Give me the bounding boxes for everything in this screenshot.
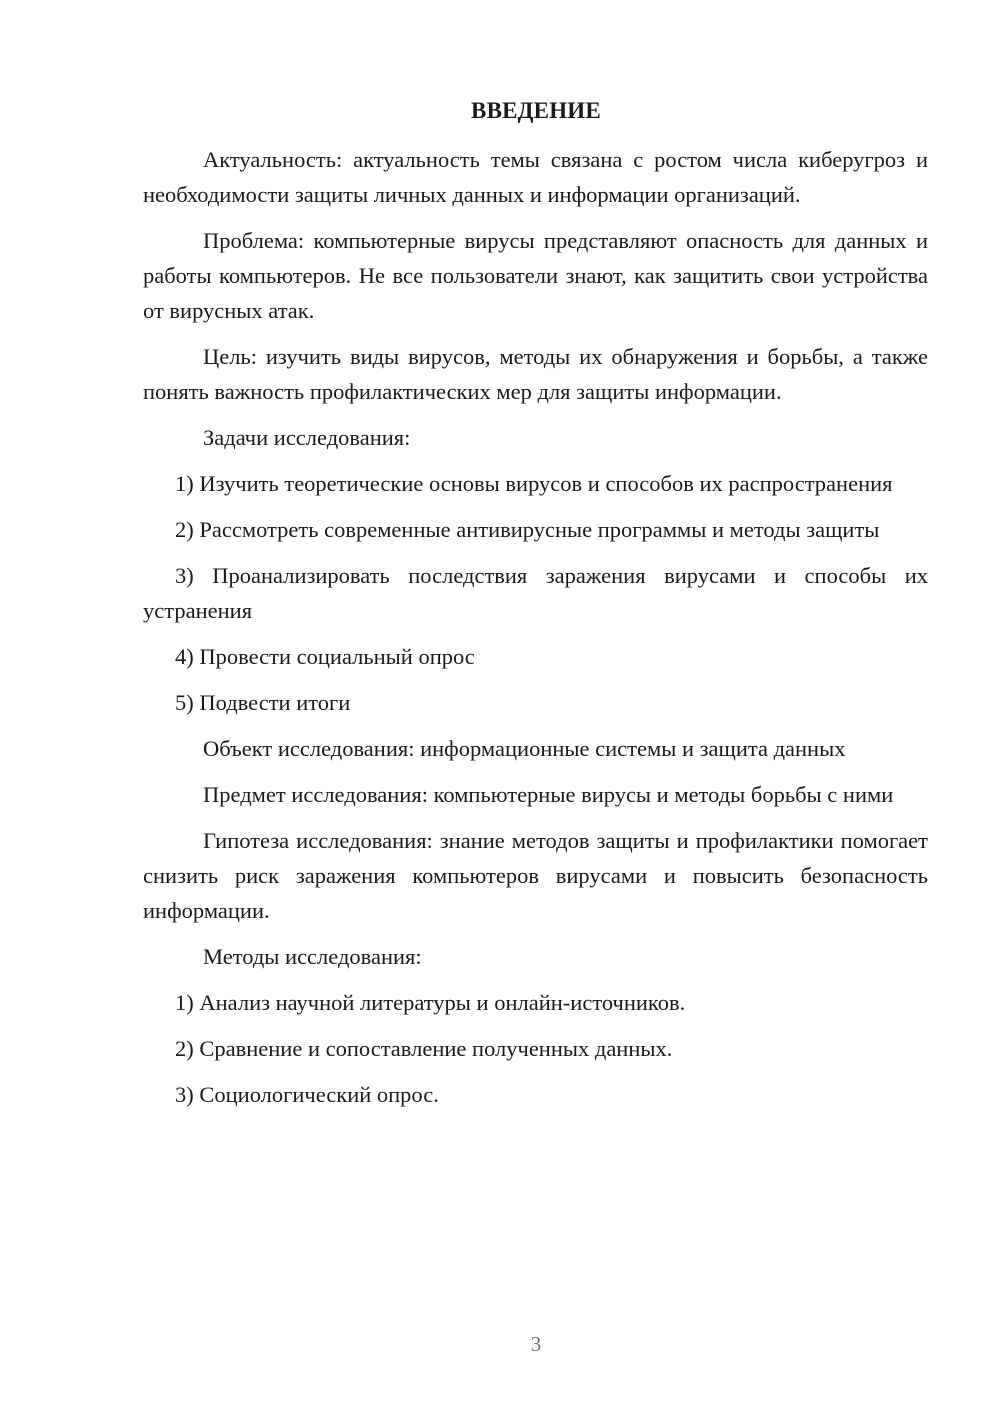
method-list-item: 2) Сравнение и сопоставление полученных данных. (175, 1036, 673, 1061)
document-body (143, 142, 928, 1123)
paragraph-tasks-heading: Задачи исследования: (203, 425, 411, 450)
paragraph-hypothesis: Гипотеза исследования: знание методов защиты и профилактики помогает снизить риск заражения компьютеров вирусами и повысить безопасность информации. (143, 828, 928, 923)
task-list-item: 3) Проанализировать последствия заражения вирусами и способы их устранения (143, 563, 928, 623)
paragraph-relevance: Актуальность: актуальность темы связана с ростом числа киберугроз и необходимости защиты личных данных и информации организаций. (143, 147, 928, 207)
paragraph-goal: Цель: изучить виды вирусов, методы их обнаружения и борьбы, а также понять важность профилактических мер для защиты информации. (143, 344, 928, 404)
method-list-item: 3) Социологический опрос. (175, 1082, 439, 1107)
paragraph-problem: Проблема: компьютерные вирусы представляют опасность для данных и работы компьютеров. Не все пользователи знают, как защитить свои устройства от вирусных атак. (143, 228, 928, 323)
task-list-item: 5) Подвести итоги (175, 690, 351, 715)
paragraph-methods-heading: Методы исследования: (203, 944, 422, 969)
paragraph-subject: Предмет исследования: компьютерные вирусы и методы борьбы с ними (203, 782, 894, 807)
page-title: ВВЕДЕНИЕ (471, 98, 601, 123)
method-list-item: 1) Анализ научной литературы и онлайн-источников. (175, 990, 686, 1015)
paragraph-object: Объект исследования: информационные системы и защита данных (203, 736, 846, 761)
page-number: 3 (530, 1332, 542, 1356)
task-list-item: 2) Рассмотреть современные антивирусные программы и методы защиты (175, 517, 880, 542)
task-list-item: 4) Провести социальный опрос (175, 644, 475, 669)
task-list-item: 1) Изучить теоретические основы вирусов и способов их распространения (175, 471, 893, 496)
